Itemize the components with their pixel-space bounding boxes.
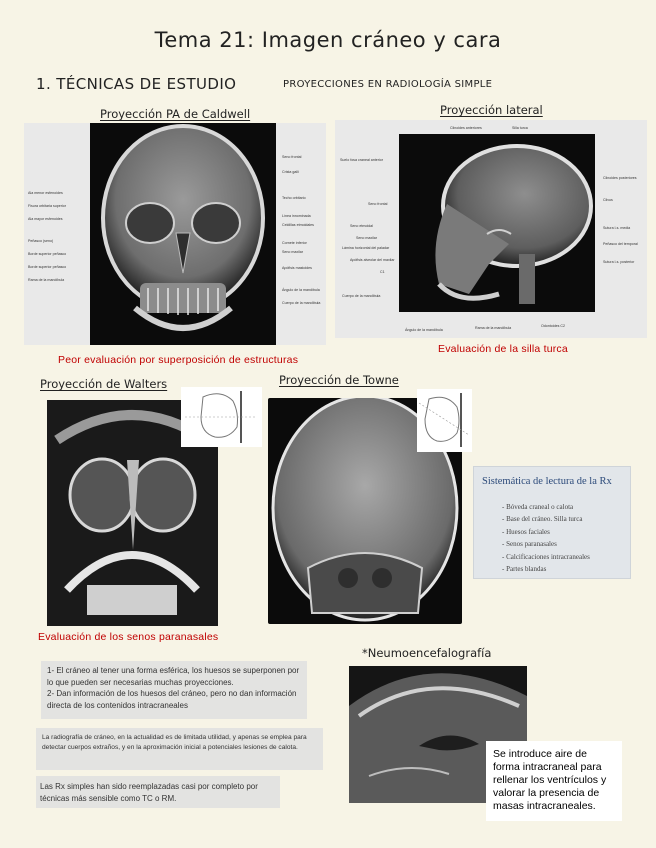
head-position-diagram: [417, 389, 472, 452]
waters-diagram: [181, 387, 262, 447]
waters-caption: Evaluación de los senos paranasales: [38, 631, 219, 643]
neumo-title: *Neumoencefalografía: [362, 646, 492, 660]
caldwell-xray-image: [90, 123, 276, 345]
page-title: Tema 21: Imagen cráneo y cara: [154, 28, 502, 52]
systematic-title: Sistemática de lectura de la Rx: [482, 476, 612, 487]
list-item: - Base del cráneo. Silla turca: [502, 515, 583, 523]
note-box-2: La radiografía de cráneo, en la actualidad es de limitada utilidad, y apenas se emplea para detectar cuerpos extraños, y en la aproximación inicial a potenciales lesiones de calota.: [36, 728, 323, 770]
caldwell-labels-right: Seno frontal Crista galli Techo orbitario Línea innominada Celdillas etmoidales Cornete inferior Seno maxilar Apófisis mastoides Ángulo de la mandíbula Cuerpo de la mandíbula: [282, 155, 321, 305]
waters-title: Proyección de Walters: [40, 377, 168, 391]
caldwell-title: Proyección PA de Caldwell: [100, 107, 251, 121]
lateral-title: Proyección lateral: [440, 103, 543, 117]
lateral-labels-left: Suelo fosa craneal anterior Seno frontal Seno etmoidal Seno maxilar Lámina horizontal del paladar Apófisis alveolar del maxilar C1 Cuerpo de la mandíbula: [340, 158, 395, 298]
note-box-1: 1- El cráneo al tener una forma esférica, los huesos se superponen por lo que pueden ser necesarias muchas proyecciones. 2- Dan información de los huesos del cráneo, pero no dan información directa de los contenidos intracraneales: [41, 661, 307, 719]
lateral-caption: Evaluación de la silla turca: [438, 343, 568, 355]
skull-lateral-xray: [399, 134, 595, 312]
towne-title: Proyección de Towne: [279, 373, 399, 387]
list-item: - Huesos faciales: [502, 527, 550, 536]
lateral-xray-image: [399, 134, 595, 312]
systematic-list: [502, 498, 590, 573]
systematic-reading-box: [473, 466, 631, 579]
towne-diagram: [417, 389, 472, 452]
lateral-labels-right: Clinoides posteriores Clivus Sutura l-s. media Peñasco del temporal Sutura l-s. posterior: [603, 176, 638, 264]
caldwell-labels-left: Ala menor esfenoides Fisura orbitaria superior Ala mayor esfenoides Peñasco (seno) Borde superior peñasco Borde superior peñasco Rama de la mandíbula: [28, 191, 67, 282]
section-heading: 1. TÉCNICAS DE ESTUDIO: [36, 75, 237, 93]
head-position-diagram: [181, 387, 262, 447]
note-box-3: Las Rx simples han sido reemplazadas casi por completo por técnicas más sensible como TC o RM.: [36, 776, 280, 808]
lateral-figure: Clinoides anteriores Silla turca Suelo fosa craneal anterior Seno frontal Seno etmoidal Seno maxilar Lámina horizontal del paladar Apófisis alveolar del maxilar C1 Cuerpo de la mandíbula Clinoides posteriores Clivus Sutura l-s. media Peñasco del temporal Sutura l-s. posterior Ángulo de la mandíbula Rama de la mandíbula Odontoides C2: [335, 120, 647, 338]
list-item: - Senos paranasales: [502, 540, 557, 548]
neumo-caption-box: Se introduce aire de forma intracraneal para rellenar los ventrículos y valorar la presencia de masas intracraneales.: [486, 741, 622, 821]
list-item: - Bóveda craneal o calota: [502, 502, 574, 511]
list-item: - Partes blandas: [502, 565, 547, 573]
caldwell-caption: Peor evaluación por superposición de estructuras: [58, 354, 299, 366]
list-item: - Calcificaciones intracraneales: [502, 552, 590, 561]
section-subheading: PROYECCIONES EN RADIOLOGÍA SIMPLE: [283, 79, 493, 90]
skull-pa-xray: [90, 123, 276, 345]
caldwell-figure: [24, 123, 326, 345]
